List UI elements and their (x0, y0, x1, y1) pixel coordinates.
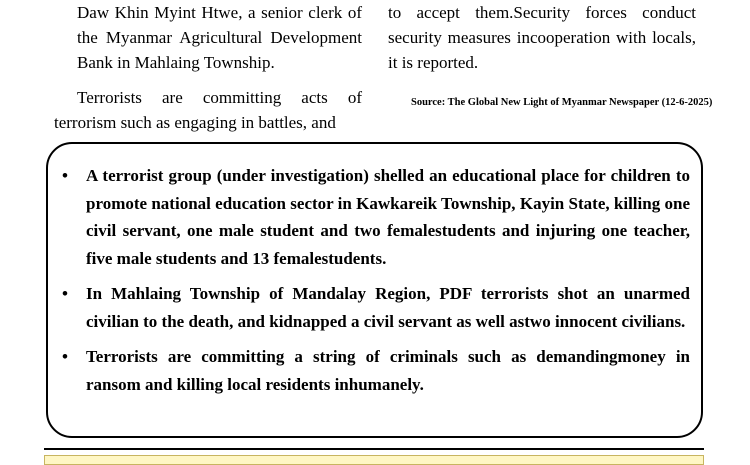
summary-box (46, 142, 703, 438)
bullet-icon: • (62, 347, 68, 366)
right-text-column (388, 0, 696, 75)
bullet-icon: • (62, 284, 68, 303)
summary-item-text: Terrorists are committing a string of criminals such as demandingmoney in ransom and killing local residents inhumanely. (86, 347, 690, 394)
left-paragraph-1: Daw Khin Myint Htwe, a senior clerk of the Myanmar Agricultural Development Bank in Mahlaing Township. (77, 3, 362, 72)
left-paragraph-2: Terrorists are committing acts of terrorism such as engaging in battles, and (54, 88, 362, 132)
source-citation: Source: The Global New Light of Myanmar Newspaper (12-6-2025) (411, 97, 713, 108)
section-divider (44, 448, 704, 450)
summary-item-text: In Mahlaing Township of Mandalay Region, PDF terrorists shot an unarmed civilian to the death, and kidnapped a civil servant as well astwo innocent civilians. (86, 284, 690, 331)
left-text-column (54, 0, 362, 135)
summary-item-1 (62, 162, 690, 272)
right-paragraph-1: to accept them.Security forces conduct security measures incooperation with locals, it is reported. (388, 3, 696, 72)
footer-band (44, 455, 704, 465)
bullet-icon: • (62, 166, 68, 185)
summary-item-text: A terrorist group (under investigation) shelled an educational place for children to promote national education sector in Kawkareik Township, Kayin State, killing one civil servant, one male student and two femalestudents and injuring one teacher, five male students and 13 femalestudents. (86, 166, 690, 268)
summary-list (62, 162, 690, 406)
summary-item-3 (62, 343, 690, 398)
summary-item-2 (62, 280, 690, 335)
